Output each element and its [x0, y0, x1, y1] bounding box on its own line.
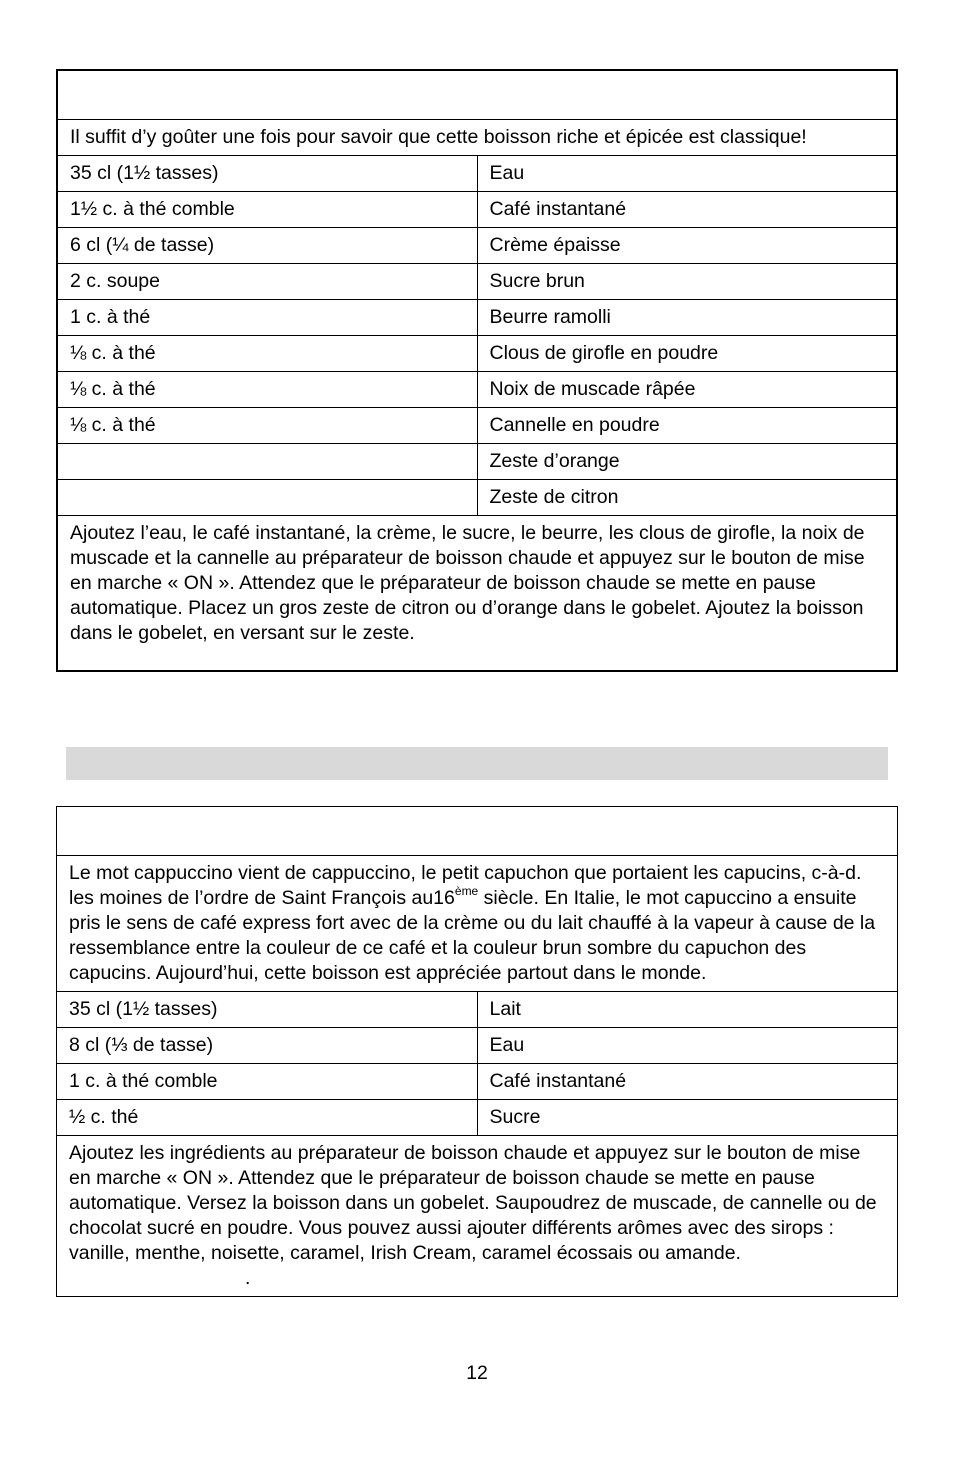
ingredient-name: Zeste d’orange	[477, 444, 897, 480]
ingredient-quantity: 35 cl (1½ tasses)	[57, 156, 477, 192]
recipe-table-1	[56, 69, 898, 672]
ingredient-row	[57, 336, 897, 372]
ingredient-row	[57, 1064, 898, 1100]
ingredient-quantity: 35 cl (1½ tasses)	[57, 992, 478, 1028]
ingredient-row	[57, 228, 897, 264]
intro-text: Le mot cappuccino vient de cappuccino, le petit capuchon que portaient les capucins, c-à-d. les moines de l’ordre de Saint François au16	[69, 862, 862, 909]
ingredient-row	[57, 300, 897, 336]
ingredient-name: Cannelle en poudre	[477, 408, 897, 444]
recipe-1-instructions: Ajoutez l’eau, le café instantané, la crème, le sucre, le beurre, les clous de girofle, la noix de muscade et la cannelle au préparateur de boisson chaude et appuyez sur le bouton de mise en marche « ON ». Attendez que le préparateur de boisson chaude se mette en pause automatique. Placez un gros zeste de citron ou d’orange dans le gobelet. Ajoutez la boisson dans le gobelet, en versant sur le zeste.	[57, 516, 897, 672]
ingredient-quantity: 1 c. à thé	[57, 300, 477, 336]
ingredient-quantity: 1½ c. à thé comble	[57, 192, 477, 228]
ingredient-name: Crème épaisse	[477, 228, 897, 264]
page-number: 12	[466, 1362, 488, 1384]
ingredient-row	[57, 264, 897, 300]
ingredient-quantity: ⅛ c. à thé	[57, 372, 477, 408]
instructions-trailing-dot: .	[245, 1267, 251, 1289]
ingredient-quantity: ⅛ c. à thé	[57, 408, 477, 444]
recipe-2-intro	[57, 856, 898, 992]
recipe-2-title	[57, 807, 898, 856]
ingredient-quantity	[57, 444, 477, 480]
ingredient-row	[57, 192, 897, 228]
ingredient-quantity: ⅛ c. à thé	[57, 336, 477, 372]
ingredient-name: Café instantané	[477, 192, 897, 228]
recipe-2-instructions	[57, 1136, 898, 1297]
intro-text-continued: siècle. En Italie, le mot capuccino a ensuite pris le sens de café express fort avec de la crème ou du lait chauffé à la vapeur à cause de la ressemblance entre la couleur de ce café et la couleur brun sombre du capuchon des capucins. Aujourd’hui, cette boisson est appréciée partout dans le monde.	[69, 887, 876, 984]
ingredient-row	[57, 444, 897, 480]
recipe-table-2	[56, 806, 898, 1297]
ingredient-quantity: 6 cl (¼ de tasse)	[57, 228, 477, 264]
ingredient-row	[57, 1028, 898, 1064]
ingredient-name: Zeste de citron	[477, 480, 897, 516]
ingredient-quantity: 1 c. à thé comble	[57, 1064, 478, 1100]
ingredient-row	[57, 156, 897, 192]
ingredient-quantity: 8 cl (⅓ de tasse)	[57, 1028, 478, 1064]
ingredient-row	[57, 372, 897, 408]
recipe-1-intro: Il suffit d’y goûter une fois pour savoir que cette boisson riche et épicée est classique!	[57, 120, 897, 156]
ingredient-row	[57, 992, 898, 1028]
intro-superscript: ème	[454, 883, 479, 898]
ingredient-quantity	[57, 480, 477, 516]
ingredient-name: Café instantané	[477, 1064, 898, 1100]
section-divider-bar	[66, 747, 888, 780]
ingredient-quantity: ½ c. thé	[57, 1100, 478, 1136]
ingredient-row	[57, 1100, 898, 1136]
ingredient-name: Eau	[477, 156, 897, 192]
ingredient-name: Sucre	[477, 1100, 898, 1136]
ingredient-name: Sucre brun	[477, 264, 897, 300]
ingredient-name: Beurre ramolli	[477, 300, 897, 336]
ingredient-quantity: 2 c. soupe	[57, 264, 477, 300]
ingredient-name: Lait	[477, 992, 898, 1028]
recipe-1-title	[57, 70, 897, 120]
ingredient-name: Clous de girofle en poudre	[477, 336, 897, 372]
ingredient-name: Noix de muscade râpée	[477, 372, 897, 408]
ingredient-row	[57, 408, 897, 444]
ingredient-name: Eau	[477, 1028, 898, 1064]
instructions-text: Ajoutez les ingrédients au préparateur de boisson chaude et appuyez sur le bouton de mise en marche « ON ». Attendez que le préparateur de boisson chaude se mette en pause automatique. Versez la boisson dans un gobelet. Saupoudrez de muscade, de cannelle ou de chocolat sucré en poudre. Vous pouvez aussi ajouter différents arômes avec des sirops : vanille, menthe, noisette, caramel, Irish Cream, caramel écossais ou amande.	[69, 1142, 877, 1264]
ingredient-row	[57, 480, 897, 516]
